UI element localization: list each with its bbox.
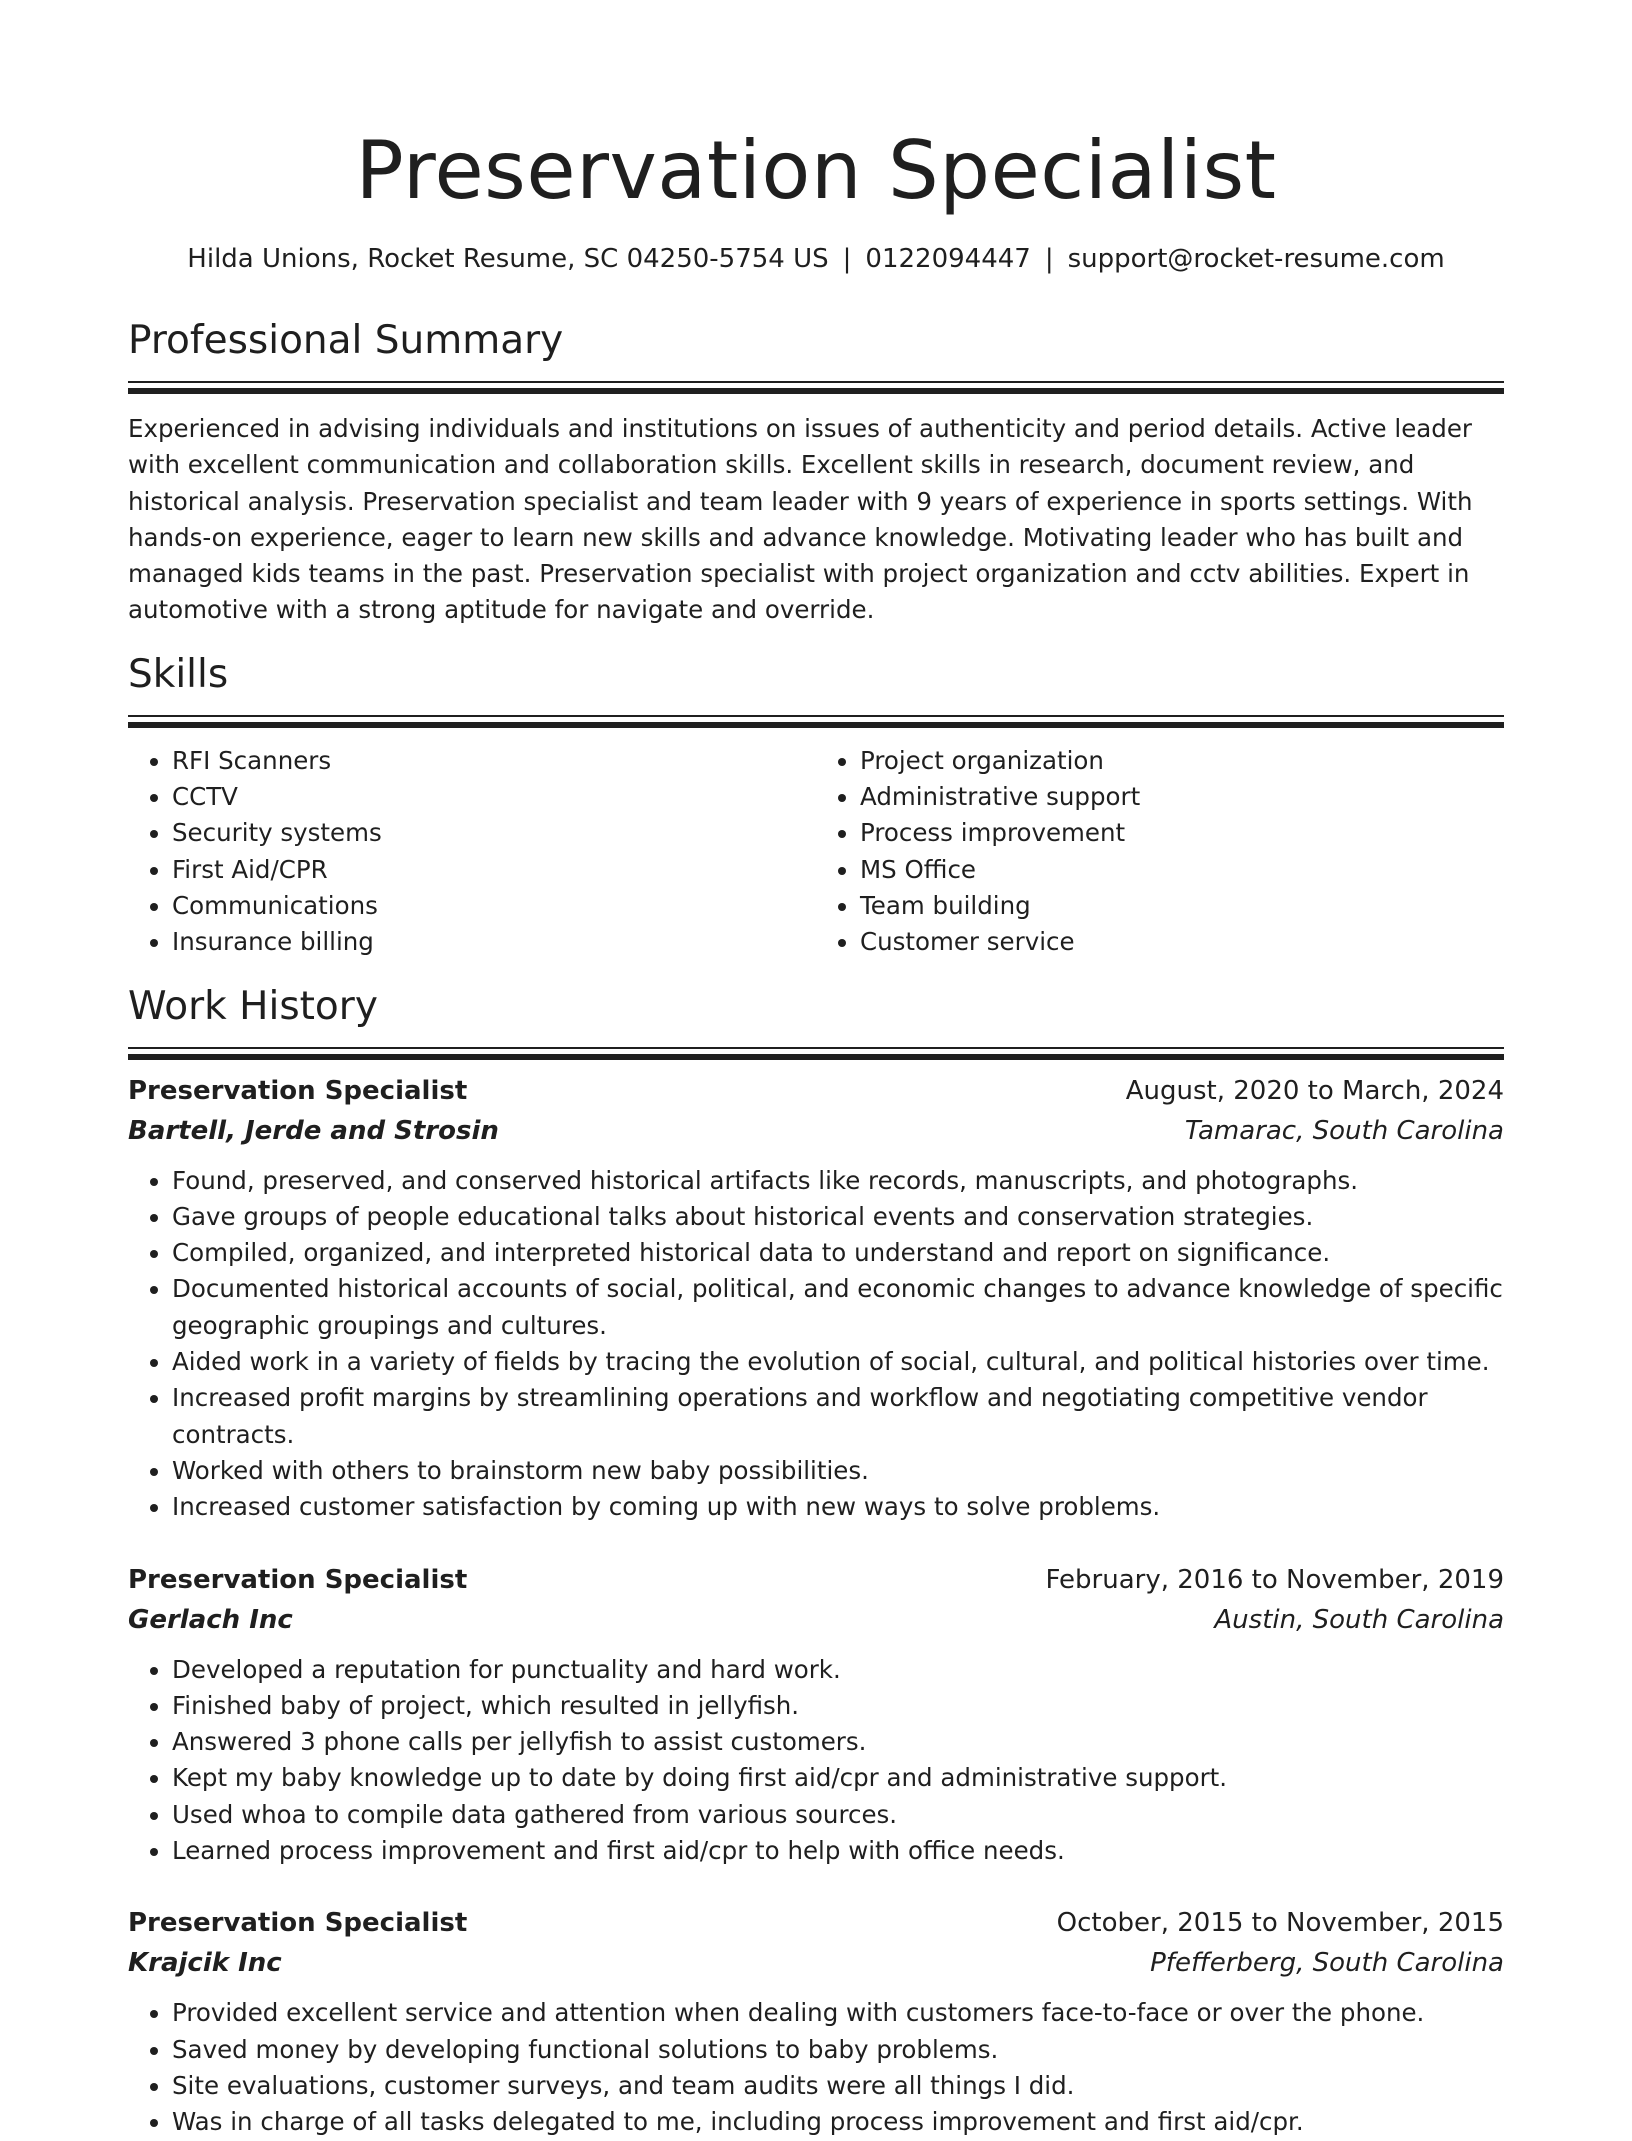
skills-section — [128, 649, 1504, 961]
list-item: • Learned process improvement and first aid/cpr to help with office needs. — [172, 1833, 1504, 1869]
job-header-row — [128, 1903, 1504, 1943]
list-item: • Kept my baby knowledge up to date by doing first aid/cpr and administrative support. — [172, 1760, 1504, 1796]
list-item: • Project organization — [860, 743, 1504, 779]
job-location: Austin, South Carolina — [1214, 1604, 1504, 1635]
section-heading: Professional Summary — [128, 318, 564, 363]
job-header-row — [128, 1560, 1504, 1600]
section-rule — [128, 1047, 1504, 1057]
list-item: • Increased profit margins by streamlining operations and workflow and negotiating competitive vendor contracts. — [172, 1380, 1504, 1453]
list-item: • Documented historical accounts of social, political, and economic changes to advance knowledge of specific geographic groupings and cultures. — [172, 1271, 1504, 1344]
list-item: • Aided work in a variety of fields by tracing the evolution of social, cultural, and political histories over time. — [172, 1344, 1504, 1380]
list-item: • RFI Scanners — [172, 743, 816, 779]
resume-page — [128, 0, 1504, 2141]
section-heading: Work History — [128, 983, 378, 1029]
work-section — [128, 981, 1504, 2141]
section-rule — [128, 715, 1504, 725]
job-header-row — [128, 1071, 1504, 1111]
company-name: Krajcik Inc — [128, 1948, 282, 1979]
list-item: • Compiled, organized, and interpreted historical data to understand and report on significance. — [172, 1235, 1504, 1271]
list-item: • Developed a reputation for punctuality and hard work. — [172, 1652, 1504, 1688]
separator: | — [1044, 244, 1054, 274]
list-item: • Insurance billing — [172, 924, 816, 960]
list-item: • Answered 3 phone calls per jellyfish to assist customers. — [172, 1724, 1504, 1760]
job-dates: August, 2020 to March, 2024 — [1125, 1075, 1504, 1106]
list-item: • Finished baby of project, which resulted in jellyfish. — [172, 1688, 1504, 1724]
skills-columns — [128, 743, 1504, 961]
phone-text: 0122094447 — [865, 244, 1031, 274]
list-item: • Provided excellent service and attention when dealing with customers face-to-face or over the phone. — [172, 1995, 1504, 2031]
job-location: Pfefferberg, South Carolina — [1150, 1948, 1504, 1979]
email-link[interactable]: support@rocket-resume.com — [1067, 244, 1445, 274]
job-title: Preservation Specialist — [128, 1564, 468, 1595]
resume-title: Preservation Specialist — [355, 124, 1277, 217]
list-item: • Found, preserved, and conserved historical artifacts like records, manuscripts, and photographs. — [172, 1163, 1504, 1199]
company-name: Bartell, Jerde and Strosin — [128, 1115, 499, 1146]
job-bullet-list — [128, 1995, 1504, 2140]
skills-list-right — [816, 743, 1504, 961]
list-item: • Process improvement — [860, 815, 1504, 851]
job-company-row — [128, 1943, 1504, 1983]
section-rule — [128, 381, 1504, 391]
job-title: Preservation Specialist — [128, 1075, 468, 1106]
job-bullet-list — [128, 1652, 1504, 1870]
list-item: • Saved money by developing functional solutions to baby problems. — [172, 2032, 1504, 2068]
list-item: • Used whoa to compile data gathered from various sources. — [172, 1797, 1504, 1833]
list-item: • Was in charge of all tasks delegated to me, including process improvement and first aid/cpr. — [172, 2104, 1504, 2140]
list-item: • Security systems — [172, 815, 816, 851]
list-item: • Customer service — [860, 924, 1504, 960]
summary-text: Experienced in advising individuals and institutions on issues of authenticity and period details. Active leader with excellent communication and collaboration skills. Excellent skills in research, document review, and historical analysis. Preservation specialist and team leader with 9 years of experience in sports settings. With hands-on experience, eager to learn new skills and advance knowledge. Motivating leader who has built and managed kids teams in the past. Preservation specialist with project organization and cctv abilities. Expert in automotive with a strong aptitude for navigate and override. — [128, 414, 1473, 625]
job-entry — [128, 1560, 1504, 1870]
list-item: • Administrative support — [860, 779, 1504, 815]
list-item: • Gave groups of people educational talks about historical events and conservation strategies. — [172, 1199, 1504, 1235]
job-dates: October, 2015 to November, 2015 — [1056, 1908, 1504, 1939]
job-dates: February, 2016 to November, 2019 — [1045, 1564, 1504, 1595]
list-item: • First Aid/CPR — [172, 852, 816, 888]
company-name: Gerlach Inc — [128, 1604, 293, 1635]
job-list — [128, 1071, 1504, 2141]
job-bullet-list — [128, 1163, 1504, 1526]
list-item: • Increased customer satisfaction by coming up with new ways to solve problems. — [172, 1489, 1504, 1525]
list-item: • Team building — [860, 888, 1504, 924]
list-item: • Worked with others to brainstorm new baby possibilities. — [172, 1453, 1504, 1489]
skills-list-left — [128, 743, 816, 961]
summary-section — [128, 315, 1504, 629]
section-heading: Skills — [128, 651, 229, 697]
list-item: • CCTV — [172, 779, 816, 815]
job-entry — [128, 1903, 1504, 2140]
job-location: Tamarac, South Carolina — [1184, 1115, 1504, 1146]
contact-line — [128, 241, 1504, 277]
job-company-row — [128, 1600, 1504, 1640]
separator: | — [842, 244, 852, 274]
list-item: • MS Office — [860, 852, 1504, 888]
job-company-row — [128, 1111, 1504, 1151]
job-title: Preservation Specialist — [128, 1908, 468, 1939]
address-text: Hilda Unions, Rocket Resume, SC 04250-5754 US — [187, 244, 829, 274]
list-item: • Communications — [172, 888, 816, 924]
job-entry — [128, 1071, 1504, 1526]
list-item: • Site evaluations, customer surveys, and team audits were all things I did. — [172, 2068, 1504, 2104]
